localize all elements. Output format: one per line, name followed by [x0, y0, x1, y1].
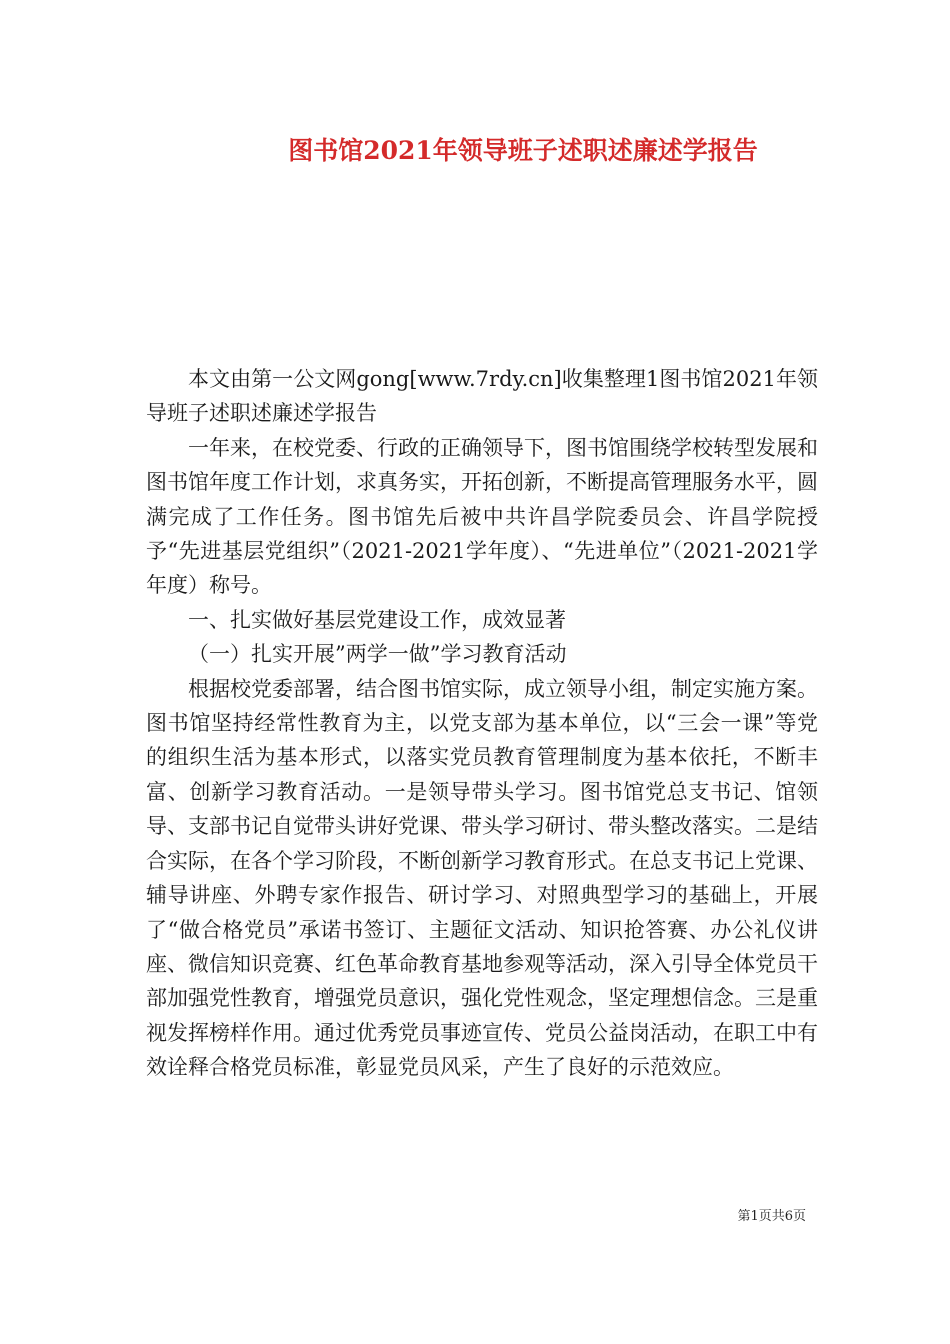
paragraph-intro: 一年来，在校党委、行政的正确领导下，图书馆围绕学校转型发展和图书馆年度工作计划，求真务实，开拓创新，不断提高管理服务水平，圆满完成了工作任务。图书馆先后被中共许昌学院委员会、许昌学院授予“先进基层党组织”（2021-2021学年度）、“先进单位”（2021-2021学年度）称号。: [146, 435, 818, 598]
document-title: 图书馆2021年领导班子述职述廉述学报告: [288, 136, 758, 165]
subsection-heading: （一）扎实开展”两学一做”学习教育活动: [188, 642, 567, 667]
section-heading: 一、扎实做好基层党建设工作，成效显著: [188, 607, 566, 632]
paragraph-study-activity: 根据校党委部署，结合图书馆实际，成立领导小组，制定实施方案。图书馆坚持经常性教育为主，以党支部为基本单位，以“三会一课”等党的组织生活为基本形式，以落实党员教育管理制度为基本依托，不断丰富、创新学习教育活动。一是领导带头学习。图书馆党总支书记、馆领导、支部书记自觉带头讲好党课、带头学习研讨、带头整改落实。二是结合实际，在各个学习阶段，不断创新学习教育形式。在总支书记上党课、辅导讲座、外聘专家作报告、研讨学习、对照典型学习的基础上，开展了“做合格党员”承诺书签订、主题征文活动、知识抢答赛、办公礼仪讲座、微信知识竞赛、红色革命教育基地参观等活动，深入引导全体党员干部加强党性教育，增强党员意识，强化党性观念，坚定理想信念。三是重视发挥榜样作用。通过优秀党员事迹宣传、党员公益岗活动，在职工中有效诠释合格党员标准，彰显党员风采，产生了良好的示范效应。: [146, 676, 818, 1080]
paragraph-source-note: 本文由第一公文网gong[www.7rdy.cn]收集整理1图书馆2021年领导班子述职述廉述学报告: [146, 367, 818, 426]
page-number: 第1页共6页: [737, 1209, 806, 1224]
document-body: [146, 362, 818, 1085]
